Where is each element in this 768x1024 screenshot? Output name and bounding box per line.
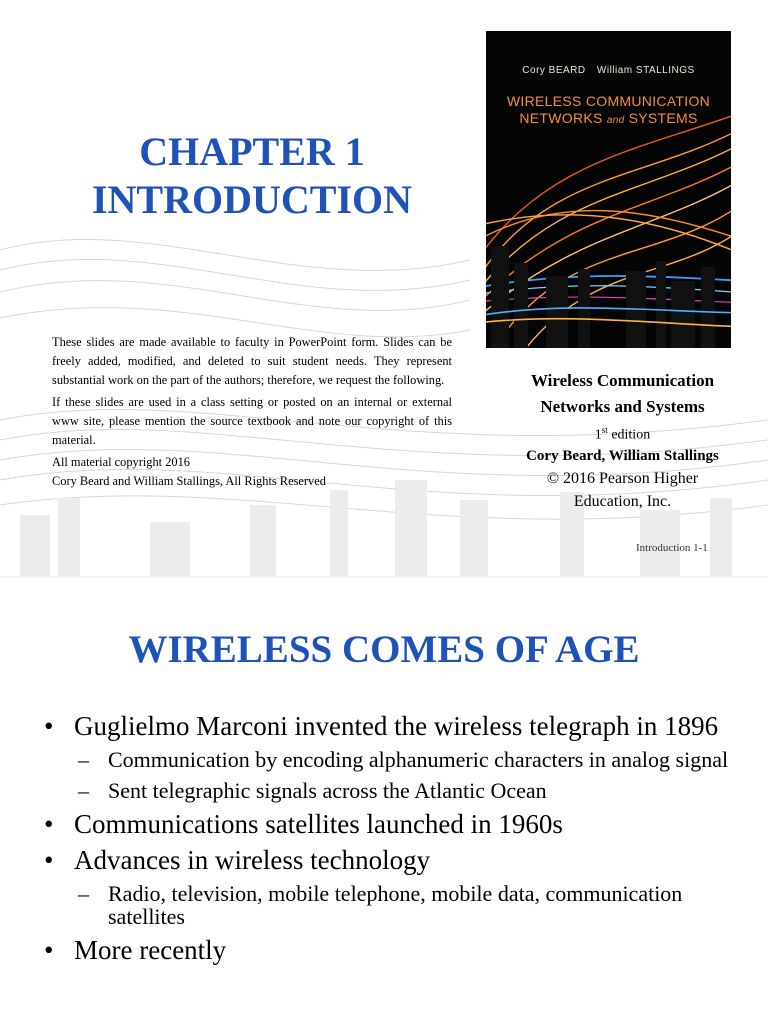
- bullet-symbol: •: [44, 845, 54, 875]
- dash-symbol: –: [78, 881, 89, 906]
- cover-title-line2: [486, 110, 731, 129]
- book-info: [485, 368, 760, 513]
- notice-paragraph-3: [52, 453, 452, 491]
- book-copyright-line2: Education, Inc.: [573, 492, 672, 510]
- cover-title-systems: SYSTEMS: [628, 110, 698, 126]
- cover-title-networks: NETWORKS: [519, 110, 603, 126]
- book-copyright-line1: © 2016 Pearson Higher: [546, 469, 699, 487]
- bullet-text: Advances in wireless technology: [74, 845, 431, 875]
- sub-bullet-item: [44, 779, 744, 802]
- cover-title-line1: WIRELESS COMMUNICATION: [506, 93, 711, 109]
- book-edition: [485, 420, 760, 446]
- bullet-item: [44, 936, 744, 964]
- bullet-symbol: •: [44, 711, 54, 741]
- bullet-symbol: •: [44, 809, 54, 839]
- book-title-line2: Networks and Systems: [540, 397, 705, 416]
- cover-author-1: Cory BEARD: [522, 65, 586, 76]
- edition-word: edition: [607, 427, 651, 443]
- bullet-list: [44, 712, 744, 972]
- sub-bullet-item: [44, 748, 744, 771]
- bullet-text: Guglielmo Marconi invented the wireless telegraph in 1896: [74, 711, 719, 741]
- bullet-symbol: •: [44, 935, 54, 965]
- bullet-item: [44, 712, 744, 740]
- sub-bullet-item: [44, 882, 744, 928]
- book-title-line1: Wireless Communication: [530, 371, 715, 390]
- cover-authors: [486, 65, 731, 76]
- cover-author-2: William STALLINGS: [596, 65, 695, 76]
- dash-symbol: –: [78, 747, 89, 772]
- notice-copyright-year: All material copyright 2016: [52, 455, 190, 469]
- chapter-title: [40, 128, 464, 224]
- bullet-text: More recently: [74, 935, 227, 965]
- book-authors: Cory Beard, William Stallings: [526, 447, 719, 464]
- cover-light-trails-graphic: [486, 31, 731, 348]
- bullet-item: [44, 810, 744, 838]
- sub-bullet-text: Communication by encoding alphanumeric characters in analog signal: [108, 747, 729, 772]
- sub-bullet-text: Sent telegraphic signals across the Atlantic Ocean: [108, 778, 547, 803]
- book-cover-image: [486, 31, 731, 348]
- edition-suffix: st: [601, 425, 608, 435]
- chapter-title-line2: INTRODUCTION: [91, 177, 413, 222]
- notice-rights-reserved: Cory Beard and William Stallings, All Rights Reserved: [52, 474, 326, 488]
- slide-title: WIRELESS COMES OF AGE: [128, 628, 640, 671]
- dash-symbol: –: [78, 778, 89, 803]
- chapter-title-line1: CHAPTER 1: [139, 129, 365, 174]
- sub-bullet-text: Radio, television, mobile telephone, mobile data, communication satellites: [108, 881, 683, 929]
- bullet-text: Communications satellites launched in 1960s: [74, 809, 563, 839]
- slide-number: Introduction 1-1: [636, 542, 708, 554]
- notice-paragraph-1: These slides are made available to faculty in PowerPoint form. Slides can be freely added, modified, and deleted to suit student needs. They represent substantial work on the part of the authors; therefore, we request the following.: [52, 335, 452, 387]
- cover-title: [486, 93, 731, 129]
- cover-title-and: and: [606, 115, 625, 126]
- content-slide: [0, 576, 768, 1024]
- notice-paragraph-2: If these slides are used in a class setting or posted on an internal or external www site, please mention the source textbook and note our copyright of this material.: [52, 395, 452, 447]
- edition-number: 1: [594, 427, 602, 443]
- bullet-item: [44, 846, 744, 874]
- copyright-notice: [52, 333, 452, 494]
